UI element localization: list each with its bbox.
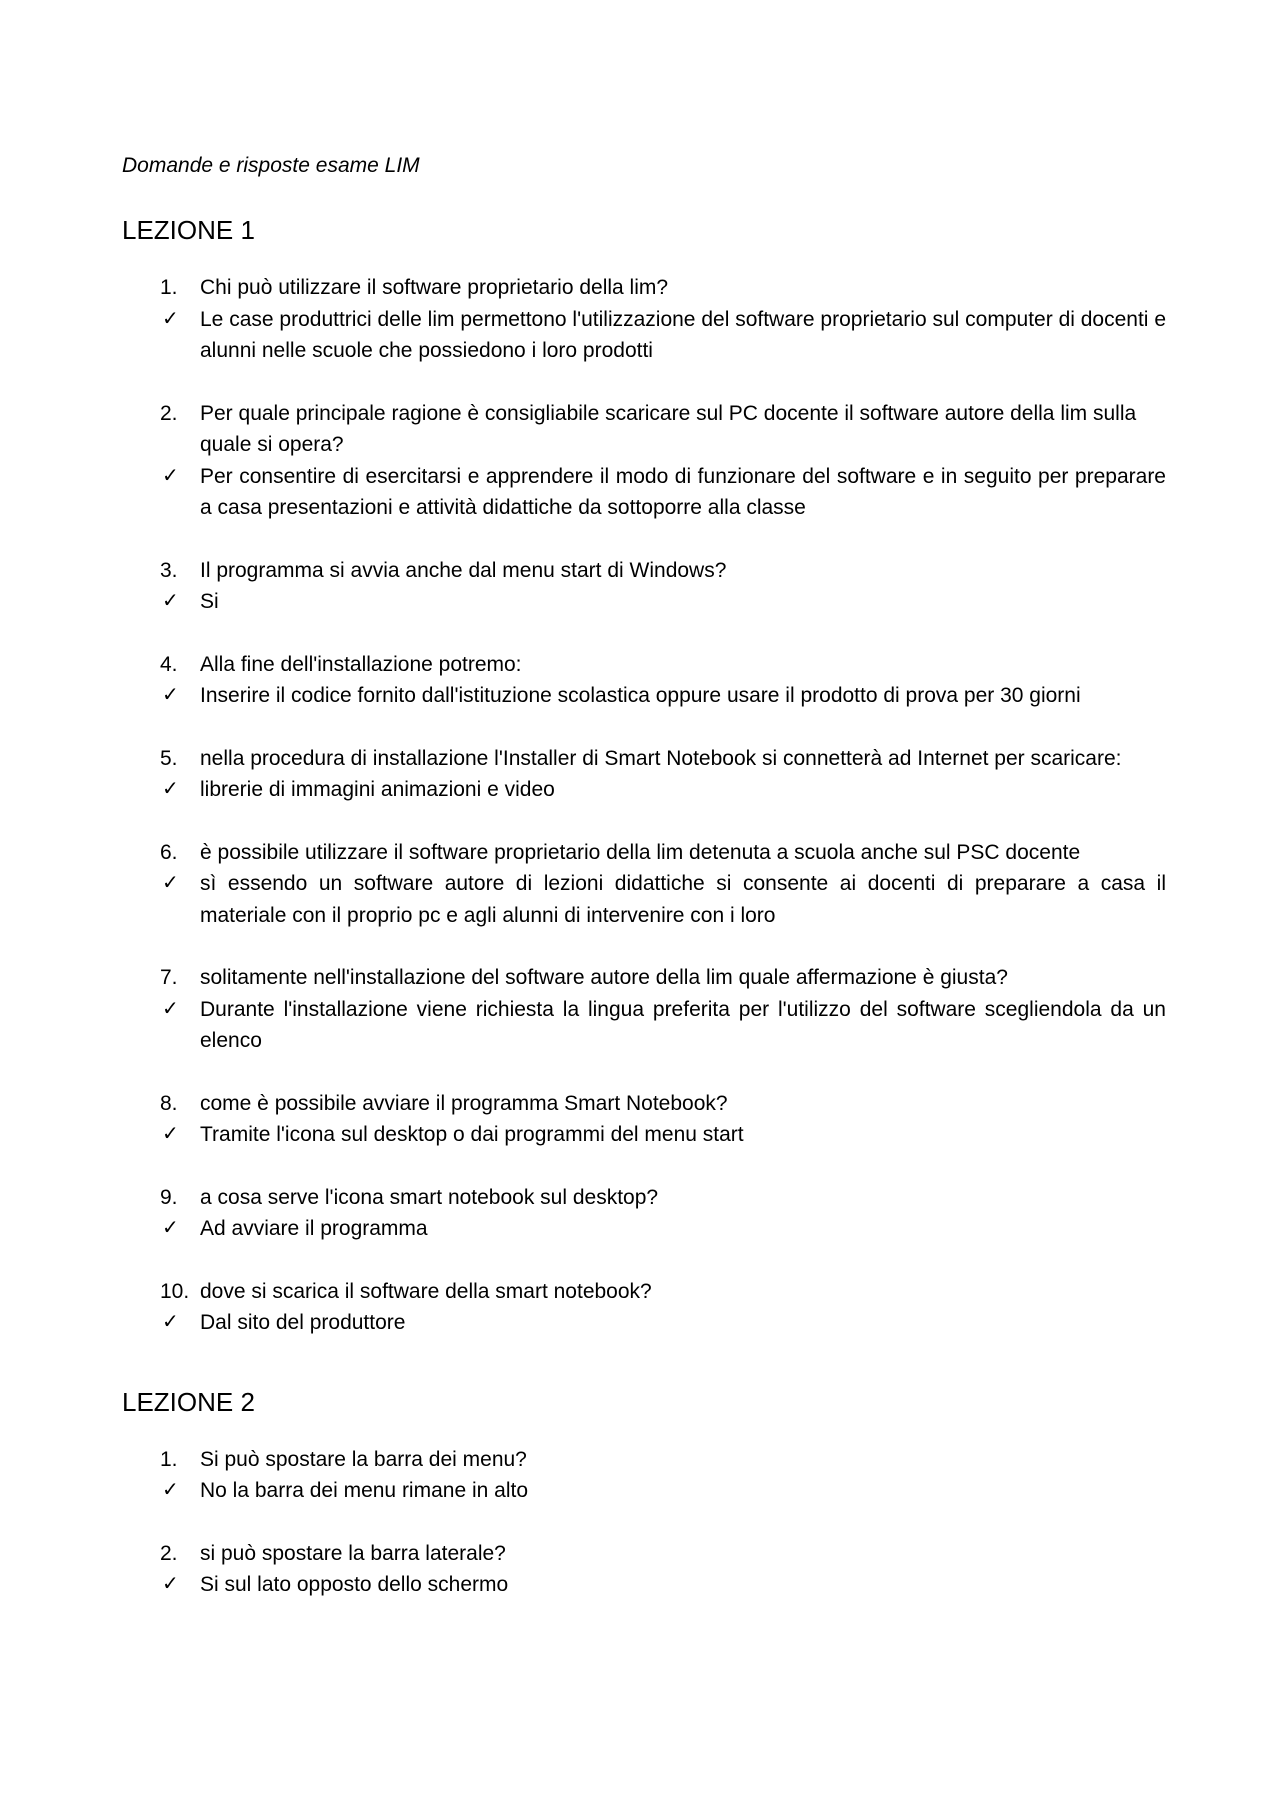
answer-text: Durante l'installazione viene richiesta la lingua preferita per l'utilizzo del software scegliendola da un elenco: [200, 997, 1166, 1052]
qa-item: [122, 555, 1166, 618]
question-text: Per quale principale ragione è consigliabile scaricare sul PC docente il software autore della lim sulla quale si opera?: [200, 401, 1137, 456]
checkmark-icon: ✓: [162, 1123, 179, 1145]
question-number: 6.: [160, 840, 178, 864]
lesson-heading: LEZIONE 2: [122, 1386, 255, 1417]
document-title: Domande e risposte esame LIM: [122, 154, 420, 177]
question-row: [122, 1444, 1166, 1476]
answer-row: [122, 1213, 1166, 1245]
checkmark-icon: ✓: [162, 1573, 179, 1595]
qa-item: [122, 962, 1166, 1057]
question-row: [122, 837, 1166, 869]
question-row: [122, 1538, 1166, 1570]
question-text: come è possibile avviare il programma Smart Notebook?: [200, 1091, 728, 1115]
checkmark-icon: ✓: [162, 307, 179, 330]
answer-row: [122, 868, 1166, 931]
question-row: [122, 962, 1166, 994]
answer-row: [122, 1307, 1166, 1339]
answer-text: Ad avviare il programma: [200, 1217, 428, 1240]
question-row: [122, 1088, 1166, 1120]
question-number: 7.: [160, 966, 178, 989]
question-text: Alla fine dell'installazione potremo:: [200, 652, 522, 676]
question-row: [122, 1182, 1166, 1214]
checkmark-icon: ✓: [162, 1311, 179, 1333]
qa-item: [122, 398, 1166, 524]
question-text: nella procedura di installazione l'Installer di Smart Notebook si connetterà ad Internet per scaricare:: [200, 746, 1122, 770]
question-row: [122, 743, 1166, 775]
qa-item: [122, 1444, 1166, 1507]
checkmark-icon: ✓: [162, 997, 179, 1020]
question-number: 10.: [160, 1279, 190, 1303]
answer-row: [122, 461, 1166, 524]
qa-item: [122, 1276, 1166, 1339]
question-number: 9.: [160, 1185, 178, 1209]
question-text: è possibile utilizzare il software proprietario della lim detenuta a scuola anche sul PSC docente: [200, 840, 1081, 864]
answer-row: [122, 1475, 1166, 1507]
checkmark-icon: ✓: [162, 872, 179, 894]
checkmark-icon: ✓: [162, 1479, 179, 1501]
question-number: 3.: [160, 558, 178, 582]
question-number: 5.: [160, 746, 178, 770]
question-row: [122, 398, 1166, 461]
lessons-container: [122, 212, 1166, 1601]
question-text: Si può spostare la barra dei menu?: [200, 1447, 527, 1471]
lesson-section: [122, 212, 1166, 1339]
question-number: 2.: [160, 401, 178, 425]
answer-text: sì essendo un software autore di lezioni didattiche si consente ai docenti di preparare a casa il materiale con il proprio pc e agli alunni di intervenire con i loro: [200, 872, 1166, 927]
answer-row: [122, 994, 1166, 1057]
qa-item: [122, 649, 1166, 712]
answer-text: No la barra dei menu rimane in alto: [200, 1479, 529, 1502]
question-number: 1.: [160, 276, 178, 299]
checkmark-icon: ✓: [162, 590, 179, 612]
question-text: Il programma si avvia anche dal menu start di Windows?: [200, 558, 727, 582]
answer-text: Tramite l'icona sul desktop o dai programmi del menu start: [200, 1123, 744, 1146]
question-text: a cosa serve l'icona smart notebook sul desktop?: [200, 1185, 659, 1209]
question-text: si può spostare la barra laterale?: [200, 1541, 506, 1565]
question-text: solitamente nell'installazione del software autore della lim quale affermazione è giusta?: [200, 966, 1008, 989]
answer-text: librerie di immagini animazioni e video: [200, 778, 555, 801]
qa-item: [122, 837, 1166, 932]
answer-row: [122, 1569, 1166, 1601]
checkmark-icon: ✓: [162, 1217, 179, 1239]
answer-text: Per consentire di esercitarsi e apprendere il modo di funzionare del software e in seguito per preparare a casa presentazioni e attività didattiche da sottoporre alla classe: [200, 464, 1166, 519]
question-row: [122, 555, 1166, 587]
answer-row: [122, 586, 1166, 618]
answer-row: [122, 680, 1166, 712]
answer-text: Dal sito del produttore: [200, 1311, 406, 1334]
qa-item: [122, 1088, 1166, 1151]
qa-item: [122, 272, 1166, 367]
checkmark-icon: ✓: [162, 464, 179, 487]
question-text: dove si scarica il software della smart notebook?: [200, 1279, 652, 1303]
question-number: 2.: [160, 1541, 178, 1565]
answer-row: [122, 1119, 1166, 1151]
question-row: [122, 272, 1166, 304]
lesson-heading: LEZIONE 1: [122, 215, 255, 245]
document-page: [122, 150, 1166, 1632]
qa-item: [122, 743, 1166, 806]
checkmark-icon: ✓: [162, 684, 179, 706]
answer-text: Si: [200, 590, 219, 613]
answer-text: Le case produttrici delle lim permettono l'utilizzazione del software proprietario sul computer di docenti e alunni nelle scuole che possiedono i loro prodotti: [200, 307, 1166, 362]
answer-row: [122, 304, 1166, 367]
question-row: [122, 649, 1166, 681]
qa-item: [122, 1538, 1166, 1601]
question-number: 1.: [160, 1447, 178, 1471]
checkmark-icon: ✓: [162, 778, 179, 800]
question-number: 4.: [160, 652, 178, 676]
lesson-section: [122, 1384, 1166, 1601]
question-text: Chi può utilizzare il software proprietario della lim?: [200, 276, 669, 299]
qa-item: [122, 1182, 1166, 1245]
answer-text: Inserire il codice fornito dall'istituzione scolastica oppure usare il prodotto di prova per 30 giorni: [200, 684, 1081, 707]
question-number: 8.: [160, 1091, 178, 1115]
question-row: [122, 1276, 1166, 1308]
answer-row: [122, 774, 1166, 806]
answer-text: Si sul lato opposto dello schermo: [200, 1573, 509, 1596]
